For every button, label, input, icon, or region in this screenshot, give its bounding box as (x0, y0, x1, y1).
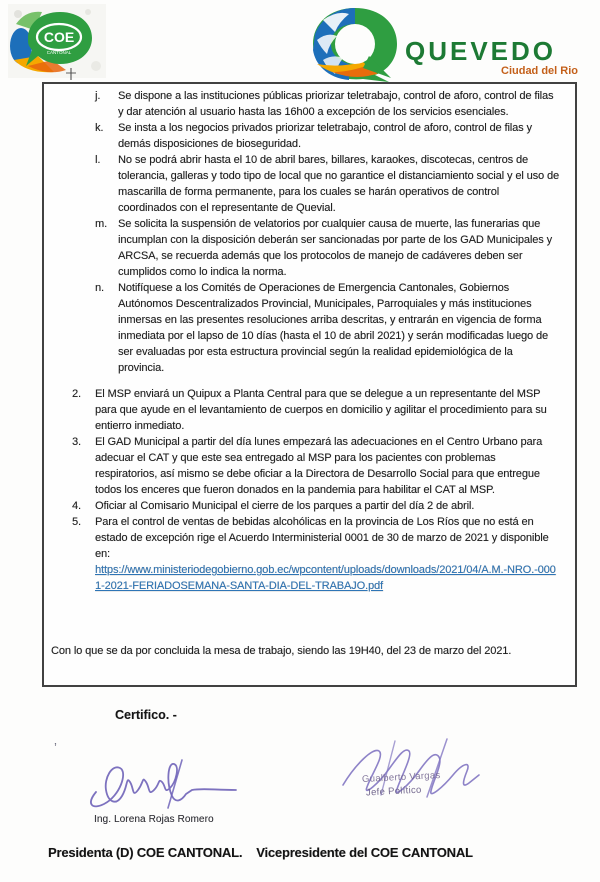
resolution-item-n (44, 280, 575, 376)
coe-cantonal-logo (8, 4, 106, 78)
closing-statement: Con lo que se da por concluida la mesa de trabajo, siendo las 19H40, del 23 de marzo del 2021. (51, 645, 512, 657)
resolution-item-2 (44, 386, 575, 434)
quevedo-logo-name: QUEVEDO (405, 36, 557, 66)
resolution-item-k (44, 120, 575, 152)
resolution-item-m (44, 216, 575, 280)
signature-left-ink (82, 752, 242, 818)
item-label: m. (95, 218, 108, 230)
resolution-item-5 (44, 514, 575, 594)
scan-artifact (70, 68, 72, 80)
item-label: 4. (72, 500, 81, 512)
numbered-resolutions (44, 386, 575, 594)
item-label: j. (95, 90, 101, 102)
quevedo-logo-graphic (293, 6, 585, 82)
coe-logo-subtitle: CANTONAL (46, 50, 72, 55)
signatory-right-name: Gualberto Vargas (361, 769, 441, 786)
resolution-item-4 (44, 498, 575, 514)
item-text: Se insta a los negocios privados priorizar teletrabajo, control de aforo, control de filas y demás disposiciones de bioseguridad. (118, 122, 532, 150)
resolutions-box (42, 82, 577, 687)
item-text: No se podrá abrir hasta el 10 de abril bares, billares, karaokes, discotecas, centros de tolerancia, galleras y todo tipo de local que no garantice el distanciamiento social y el uso de mascarilla de forma permanente, para los cuales se harán operativos de control coordinados con el representante de Quevial. (118, 154, 560, 214)
item-text (95, 516, 560, 594)
item-text: Se dispone a las instituciones públicas priorizar teletrabajo, control de aforo, control de filas y dar atención al usuario hasta las 16h00 a excepción de los servicios esenciales. (118, 90, 554, 118)
item-text: El GAD Municipal a partir del día lunes empezará las adecuaciones en el Centro Urbano para adecuar el CAT y que este sea entregado al MSP para los pacientes con problemas respiratorios, así mismo se debe oficiar a la Directora de Desarrollo Social para que entregue todos los enceres que fueron donados en la pandemia para habilitar el CAT al MSP. (95, 436, 543, 496)
item-label: 5. (72, 516, 81, 528)
item-label: l. (95, 154, 101, 166)
resolution-item-j (44, 88, 575, 120)
acuerdo-interministerial-link[interactable]: https://www.ministeriodegobierno.gob.ec/wpcontent/uploads/downloads/2021/04/A.M.-NRO.-0001-2021-FERIADOSEMANA-SANTA-DIA-DEL-TRABAJO.pdf (95, 564, 556, 592)
certify-label: Certifico. - (115, 708, 177, 722)
ink-mark-artifact: ’ (54, 740, 57, 755)
item-label: 2. (72, 388, 81, 400)
footer-right-title: Vicepresidente del COE CANTONAL (256, 845, 473, 860)
item-label: k. (95, 122, 104, 134)
quevedo-city-logo (293, 6, 585, 82)
resolution-item-3 (44, 434, 575, 498)
signatory-right-role: Jefe Político (365, 784, 422, 799)
resolution-item-l (44, 152, 575, 216)
item-text-body: Para el control de ventas de bebidas alcohólicas en la provincia de Los Ríos que no está en estado de excepción rige el Acuerdo Interministerial 0001 de 30 de marzo de 2021 y disponible en: (95, 516, 549, 560)
footer-titles (48, 845, 568, 860)
item-text: Se solicita la suspensión de velatorios por cualquier causa de muerte, las funerarias que incumplan con la disposición deberán ser sancionadas por parte de los GAD Municipales y ARCSA, se recuerda además que los protocolos de manejo de cadáveres deben ser cumplidos como lo indica la norma. (118, 218, 552, 278)
coe-logo-graphic (8, 4, 106, 78)
coe-logo-acronym: COE (43, 29, 75, 45)
signatory-left-name: Ing. Lorena Rojas Romero (94, 814, 214, 825)
item-text: El MSP enviará un Quipux a Planta Central para que se delegue a un representante del MSP para que ayude en el levantamiento de cuerpos en domicilio y agilitar el procedimiento para su entierro inmediato. (95, 388, 547, 432)
item-text: Oficiar al Comisario Municipal el cierre de los parques a partir del día 2 de abril. (95, 500, 475, 512)
footer-left-title: Presidenta (D) COE CANTONAL. (48, 845, 243, 860)
item-label: 3. (72, 436, 81, 448)
quevedo-logo-tagline: Ciudad del Rio (501, 65, 578, 77)
item-text: Notifíquese a los Comités de Operaciones de Emergencia Cantonales, Gobiernos Autónomos Descentralizados Provincial, Municipales, Parroquiales y más instituciones inmersas en las presentes resoluciones arriba descritas, y entrarán en vigencia de forma inmediata por el lapso de 10 días (hasta el 10 de abril 2021) y serán modificadas luego de ser evaluadas por esta estructura provincial según la realidad epidemiológica de la provincia. (118, 282, 549, 374)
item-label: n. (95, 282, 104, 294)
